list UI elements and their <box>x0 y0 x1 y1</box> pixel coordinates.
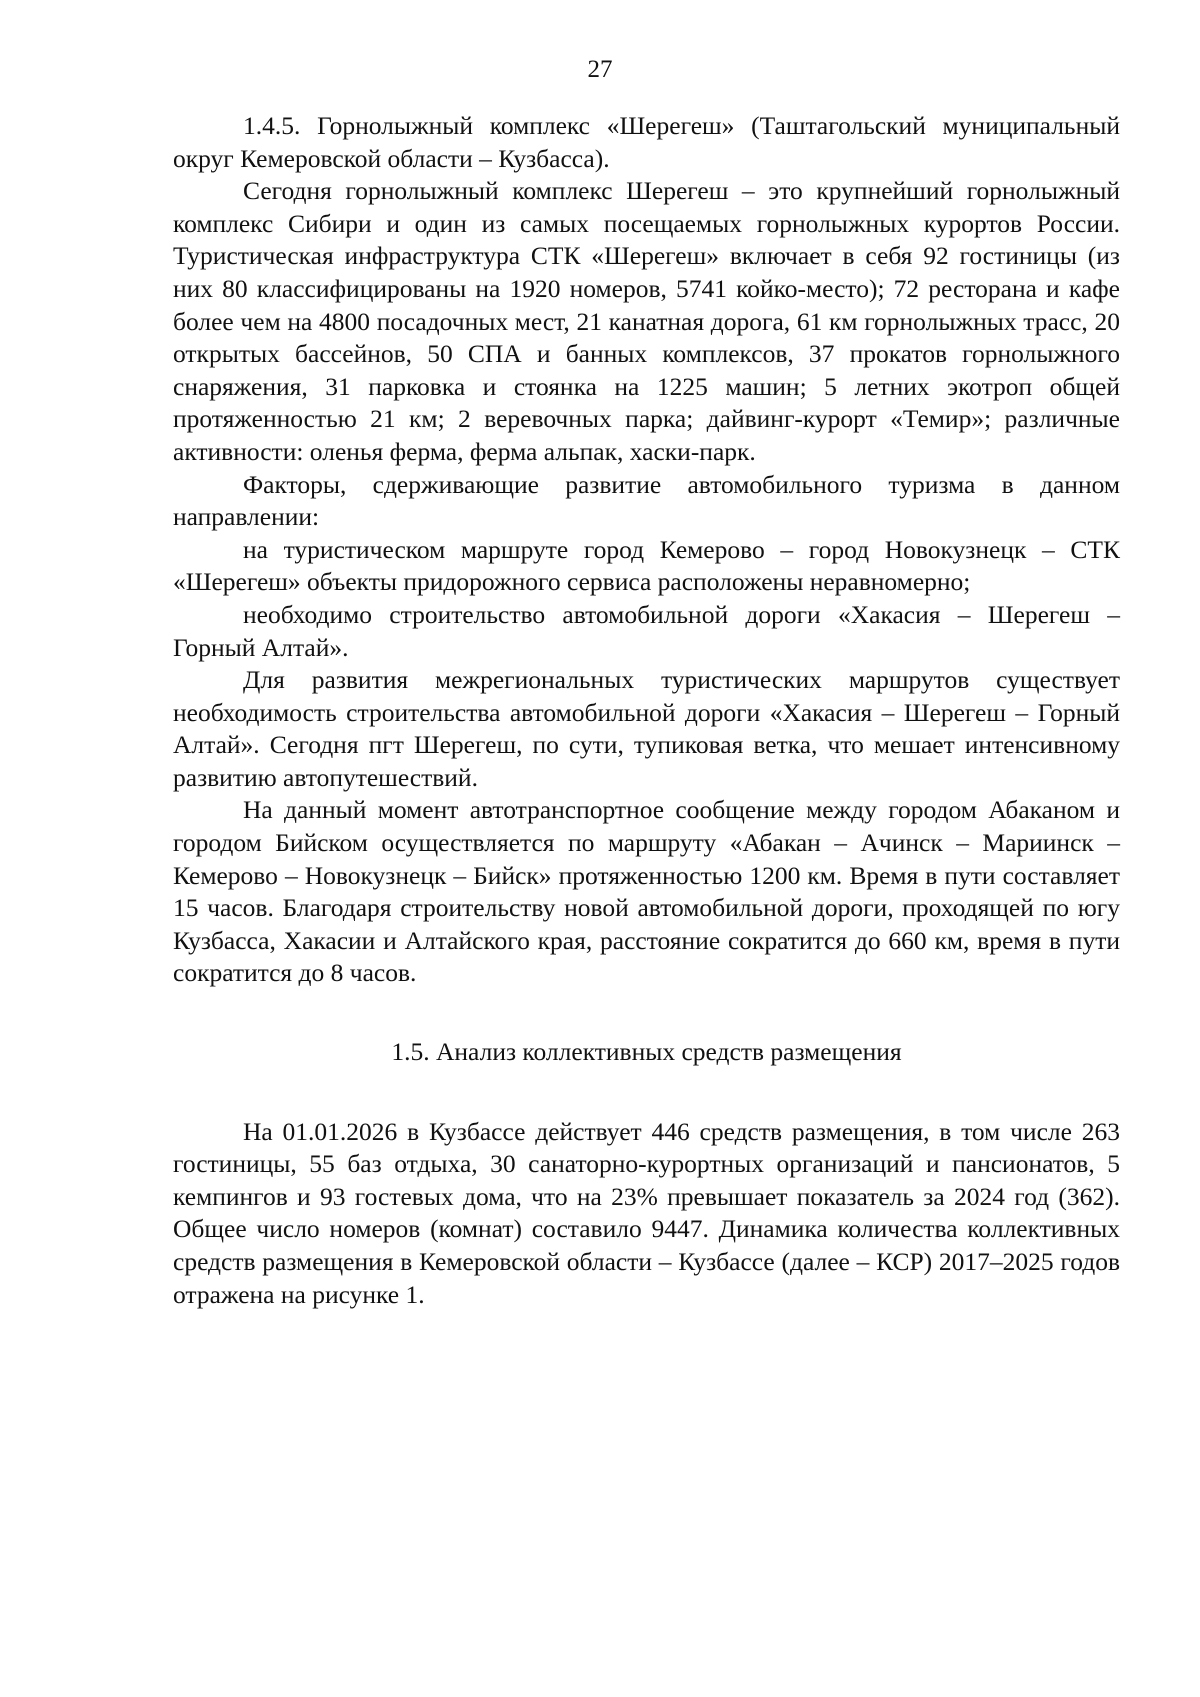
paragraph-interregional-routes: Для развития межрегиональных туристических маршрутов существует необходимость строительства автомобильной дороги «Хакасия – Шерегеш – Горный Алтай». Сегодня пгт Шерегеш, по сути, тупиковая ветка, что мешает интенсивному развитию автопутешествий. <box>173 665 1120 792</box>
paragraph-factor-roadside-service: на туристическом маршруте город Кемерово – город Новокузнецк – СТК «Шерегеш» объекты придорожного сервиса расположены неравномерно; <box>173 534 1120 597</box>
spacer <box>173 990 1120 1036</box>
paragraph-sheregesh-description: Сегодня горнолыжный комплекс Шерегеш – это крупнейший горнолыжный комплекс Сибири и один из самых посещаемых горнолыжных курортов России. Туристическая инфраструктура СТК «Шерегеш» включает в себя 92 гостиницы (из них 80 классифицированы на 1920 номеров, 5741 койко-место); 72 ресторана и кафе более чем на 4800 посадочных мест, 21 канатная дорога, 61 км горнолыжных трасс, 20 открытых бассейнов, 50 СПА и банных комплексов, 37 прокатов горнолыжного снаряжения, 31 парковка и стоянка на 1225 машин; 5 летних экотроп общей протяженностью 21 км; 2 веревочных парка; дайвинг-курорт «Темир»; различные активности: оленья ферма, ферма альпак, хаски-парк. <box>173 176 1120 466</box>
document-body <box>173 110 1120 1311</box>
section-heading-accommodation: 1.5. Анализ коллективных средств размещения <box>391 1037 902 1067</box>
paragraph-factor-road-construction: необходимо строительство автомобильной дороги «Хакасия – Шерегеш – Горный Алтай». <box>173 599 1120 662</box>
paragraph-factors-intro: Факторы, сдерживающие развитие автомобильного туризма в данном направлении: <box>173 469 1120 532</box>
paragraph-accommodation-analysis: На 01.01.2026 в Кузбассе действует 446 средств размещения, в том числе 263 гостиницы, 55 баз отдыха, 30 санаторно-курортных организаций и пансионатов, 5 кемпингов и 93 гостевых дома, что на 23% превышает показатель за 2024 год (362). Общее число номеров (комнат) составило 9447. Динамика количества коллективных средств размещения в Кемеровской области – Кузбассе (далее – КСР) 2017–2025 годов отражена на рисунке 1. <box>173 1116 1120 1309</box>
page-number: 27 <box>587 56 613 83</box>
paragraph-transport-connection: На данный момент автотранспортное сообщение между городом Абаканом и городом Бийском осуществляется по маршруту «Абакан – Ачинск – Мариинск – Кемерово – Новокузнецк – Бийск» протяженностью 1200 км. Время в пути составляет 15 часов. Благодаря строительству новой автомобильной дороги, проходящей по югу Кузбасса, Хакасии и Алтайского края, расстояние сократится до 660 км, время в пути сократится до 8 часов. <box>173 795 1120 988</box>
section-heading-sheregesh: 1.4.5. Горнолыжный комплекс «Шерегеш» (Таштагольский муниципальный округ Кемеровской области – Кузбасса). <box>173 111 1120 173</box>
spacer <box>173 1069 1120 1116</box>
